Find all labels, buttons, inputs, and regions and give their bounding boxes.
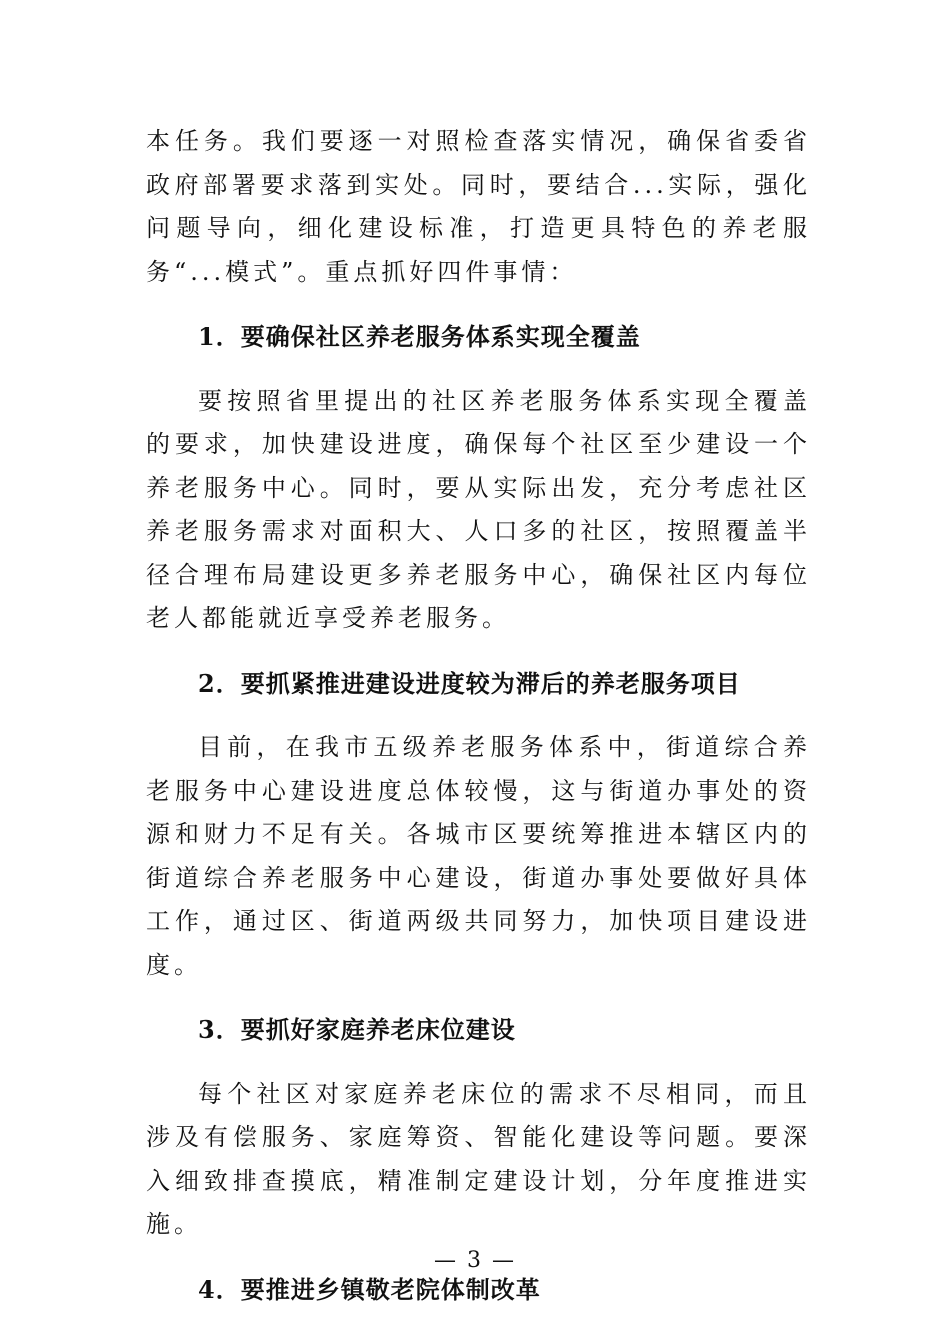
page-number: — 3 — — [434, 1248, 516, 1273]
section-body-1: 要按照省里提出的社区养老服务体系实现全覆盖的要求，加快建设进度，确保每个社区至少建设一个养老服务中心。同时，要从实际出发，充分考虑社区养老服务需求对面积大、人口多的社区，按照覆盖半径合理布局建设更多养老服务中心，确保社区内每位老人都能就近享受养老服务。 — [146, 386, 811, 632]
section-heading-2: 2．要抓紧推进建设进度较为滞后的养老服务项目 — [198, 668, 741, 698]
section-body-2: 目前，在我市五级养老服务体系中，街道综合养老服务中心建设进度总体较慢，这与街道办事处的资源和财力不足有关。各城市区要统筹推进本辖区内的街道综合养老服务中心建设，街道办事处要做好具体工作，通过区、街道两级共同努力，加快项目建设进度。 — [146, 733, 811, 979]
section-heading-3: 3．要抓好家庭养老床位建设 — [198, 1015, 516, 1044]
section-heading-1: 1．要确保社区养老服务体系实现全覆盖 — [198, 322, 641, 351]
section-heading-4: 4．要推进乡镇敬老院体制改革 — [198, 1274, 541, 1304]
section-body-3: 每个社区对家庭养老床位的需求不尽相同，而且涉及有偿服务、家庭筹资、智能化建设等问题。要深入细致排查摸底，精准制定建设计划，分年度推进实施。 — [146, 1079, 811, 1238]
intro-paragraph: 本任务。我们要逐一对照检查落实情况，确保省委省政府部署要求落到实处。同时，要结合...实际，强化问题导向，细化建设标准，打造更具特色的养老服务“...模式”。重点抓好四件事情： — [146, 127, 811, 286]
document-page — [146, 120, 811, 1311]
